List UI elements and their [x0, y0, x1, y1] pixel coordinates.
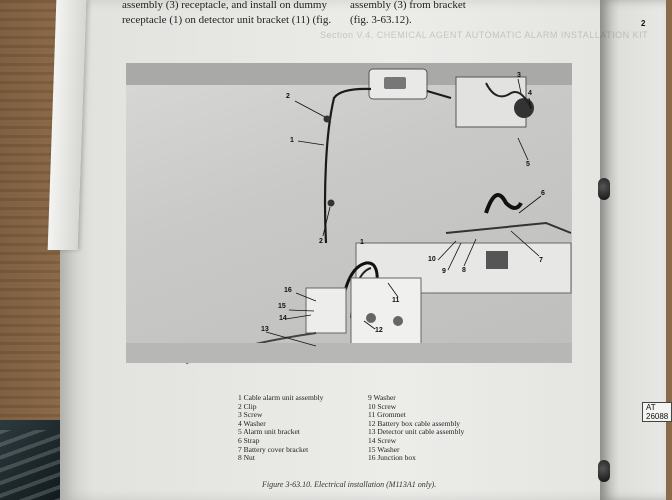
battery-box-window [486, 251, 508, 269]
next-page-edge [600, 0, 666, 500]
callout-1-lower: 1 [360, 239, 364, 246]
detector-bracket [351, 278, 421, 353]
bracket-hole-2 [393, 316, 403, 326]
legend-left-column [238, 394, 323, 463]
legend-item: 11 Grommet [368, 410, 406, 420]
legend-item: 9 Washer [368, 393, 396, 402]
junction-box [306, 288, 346, 333]
callout-10: 10 [428, 256, 436, 263]
callout-9: 9 [442, 268, 446, 275]
next-page-callout: 2 [641, 19, 646, 28]
intro-right-line-2: (fig. 3-63.12). [350, 14, 412, 26]
alarm-unit-bracket [456, 77, 526, 127]
callout-2-lower: 2 [319, 238, 323, 245]
legend-right-column [368, 394, 464, 463]
callout-16: 16 [284, 287, 292, 294]
floor-shadow [126, 343, 572, 363]
legend-item: 14 Screw [368, 435, 397, 445]
clip-lower [328, 200, 335, 207]
callout-3: 3 [517, 72, 521, 79]
legend-item: 15 Washer [368, 444, 400, 454]
legend-item: 10 Screw [368, 401, 397, 411]
cable-link [427, 91, 451, 98]
legend-item: 12 Battery box cable assembly [368, 418, 461, 428]
callout-5: 5 [526, 161, 530, 168]
callout-15: 15 [278, 303, 286, 310]
photo-illustration [126, 63, 572, 363]
intro-right-line-1: assembly (3) from bracket [350, 0, 466, 11]
legend-item: 16 Junction box [368, 453, 416, 463]
callout-4: 4 [528, 90, 532, 97]
callout-8: 8 [462, 267, 466, 274]
figure-caption: Figure 3-63.10. Electrical installation (M113A1 only). [262, 480, 437, 489]
callout-13: 13 [261, 326, 269, 333]
legend-item: 2 Clip [238, 401, 257, 411]
intro-left-line-1: assembly (3) receptacle, and install on dummy [122, 0, 327, 11]
photo-reference-label: AT 26088 [642, 402, 672, 422]
faded-section-heading: Section V.4. CHEMICAL AGENT AUTOMATIC ALARM INSTALLATION KIT [320, 30, 649, 40]
legend-item: 4 Washer [238, 418, 266, 428]
bracket-hole-1 [366, 313, 376, 323]
callout-2-upper: 2 [286, 93, 290, 100]
intro-left-line-2: receptacle (1) on detector unit bracket (11) (fig. [122, 14, 332, 26]
legend-item: 7 Battery cover bracket [238, 444, 309, 454]
legend-item: 8 Nut [238, 453, 255, 463]
callout-6: 6 [541, 190, 545, 197]
cable-alarm-unit-assembly [325, 89, 371, 243]
alarm-device-window [384, 77, 406, 89]
legend-item: 13 Detector unit cable assembly [368, 427, 465, 437]
binder-ring-bottom [598, 460, 610, 482]
callout-14: 14 [279, 315, 287, 322]
legend-item: 6 Strap [238, 435, 260, 445]
callout-12: 12 [375, 327, 383, 334]
binder-ring-top [598, 178, 610, 200]
callout-7: 7 [539, 257, 543, 264]
callout-11: 11 [392, 297, 400, 304]
battery-cover-bracket [446, 223, 571, 233]
strap [486, 195, 521, 213]
legend-item: 5 Alarm unit bracket [238, 427, 300, 437]
legend-item: 1 Cable alarm unit assembly [238, 393, 324, 402]
legend-item: 3 Screw [238, 410, 263, 420]
callout-1-upper: 1 [290, 137, 294, 144]
